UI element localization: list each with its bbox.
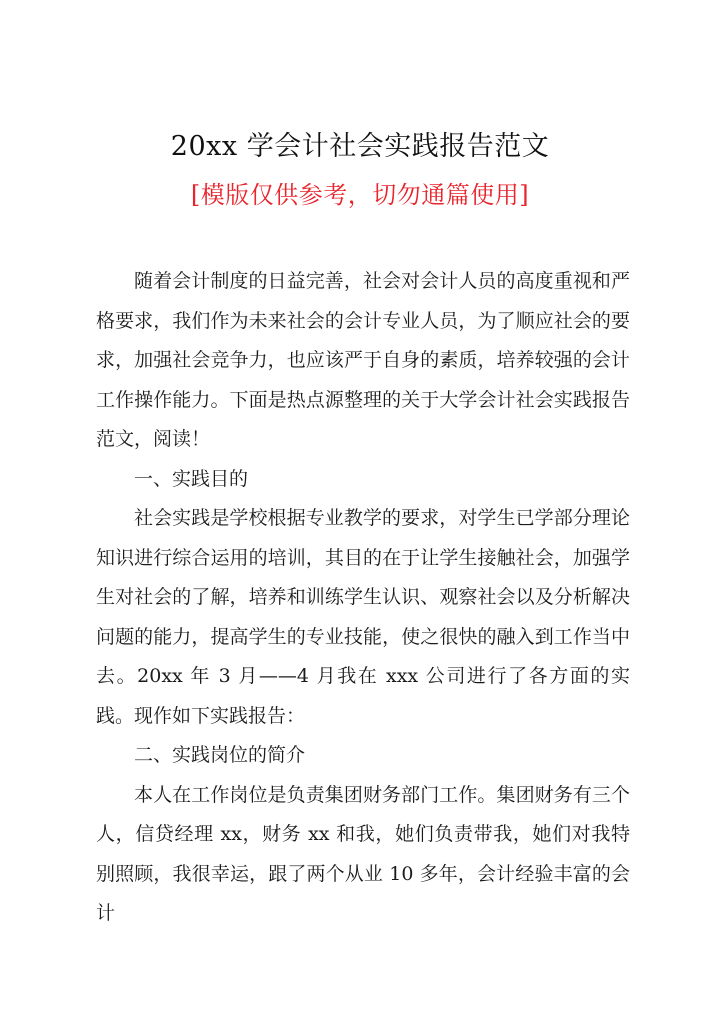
section-heading-purpose: 一、实践目的 (134, 467, 249, 490)
intro-paragraph: 随着会计制度的日益完善，社会对会计人员的高度重视和严格要求，我们作为未来社会的会计专业人员，为了顺应社会的要求，加强社会竞争力，也应该严于自身的素质，培养较强的会计工作操作能力。下面是热点源整理的关于大学会计社会实践报告范文，阅读！ (96, 270, 630, 450)
document-body (96, 262, 630, 934)
document-title: 20xx 学会计社会实践报告范文 (170, 131, 550, 162)
template-notice: [模版仅供参考，切勿通篇使用] (190, 181, 530, 209)
section-heading-position: 二、实践岗位的简介 (134, 744, 306, 766)
purpose-paragraph: 社会实践是学校根据专业教学的要求，对学生已学部分理论知识进行综合运用的培训，其目的在于让学生接触社会，加强学生对社会的了解，培养和训练学生认识、观察社会以及分析解决问题的能力，提高学生的专业技能，使之很快的融入到工作当中去。20xx 年 3 月——4 月我在 xxx 公司进行了各方面的实践。现作如下实践报告： (96, 507, 630, 727)
position-paragraph: 本人在工作岗位是负责集团财务部门工作。集团财务有三个人，信贷经理 xx，财务 xx 和我，她们负责带我，她们对我特别照顾，我很幸运，跟了两个从业 10 多年，会计经验丰富的会计 (96, 783, 630, 924)
